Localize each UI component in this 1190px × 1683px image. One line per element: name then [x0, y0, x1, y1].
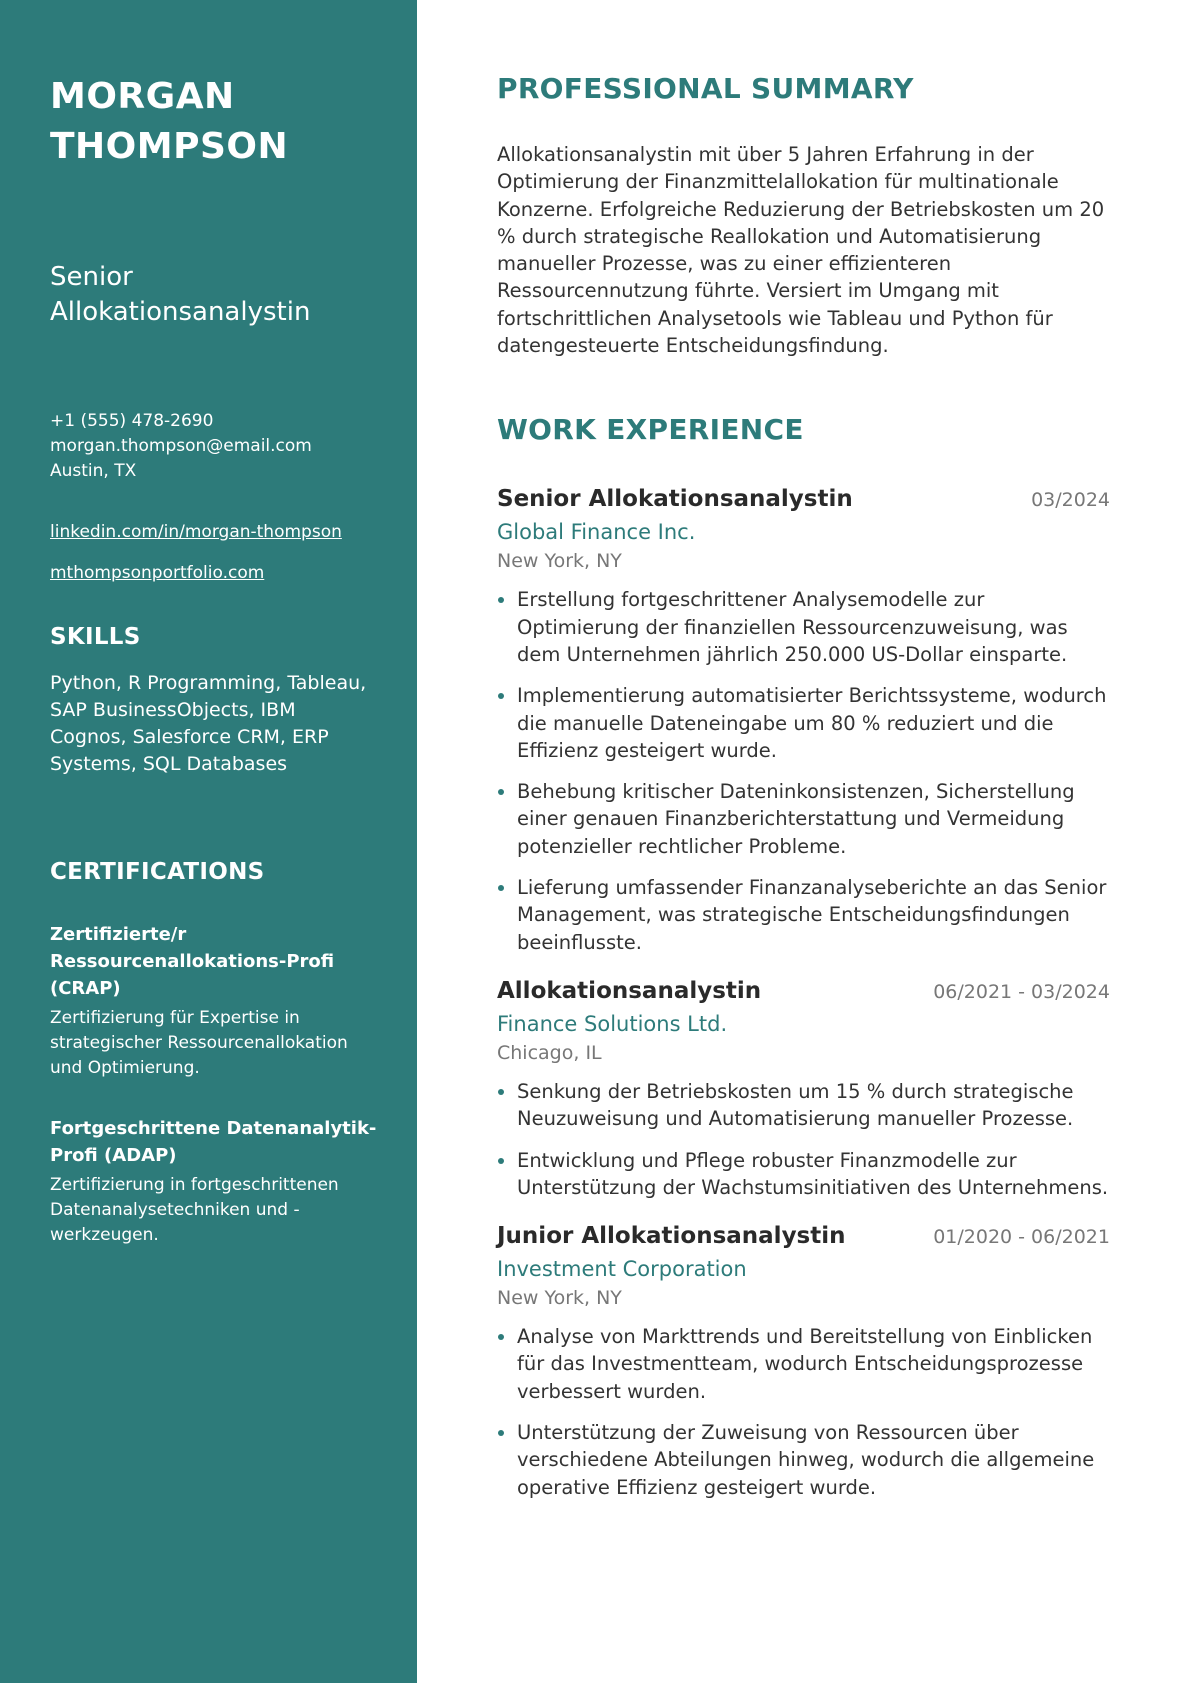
certification-description: Zertifizierung in fortgeschrittenen Datenanalysetechniken und -werkzeugen.	[50, 1175, 339, 1245]
portfolio-link[interactable]: mthompsonportfolio.com	[50, 563, 265, 583]
job-location: New York, NY	[497, 550, 622, 573]
achievement-item: Implementierung automatisierter Berichtssysteme, wodurch die manuelle Dateneingabe um 80 % reduziert und die Effizienz gesteigert wurde.	[497, 682, 1110, 764]
phone-number: +1 (555) 478-2690	[50, 411, 214, 431]
headline-line2: Allokationsanalystin	[50, 297, 311, 327]
job-entry	[497, 1223, 1110, 1501]
name-first: MORGAN	[50, 76, 235, 117]
name-last: THOMPSON	[50, 126, 289, 167]
certification-title: Fortgeschrittene Datenanalytik-Profi (ADAP)	[50, 1118, 377, 1166]
linkedin-link[interactable]: linkedin.com/in/morgan-thompson	[50, 522, 342, 542]
certifications-heading: CERTIFICATIONS	[50, 859, 265, 885]
job-achievements	[497, 1323, 1110, 1501]
certification-description: Zertifizierung für Expertise in strategischer Ressourcenallokation und Optimierung.	[50, 1008, 348, 1078]
achievement-item: Senkung der Betriebskosten um 15 % durch strategische Neuzuweisung und Automatisierung manueller Prozesse.	[497, 1078, 1110, 1133]
skills-heading: SKILLS	[50, 624, 141, 650]
job-company: Investment Corporation	[497, 1257, 747, 1282]
job-header	[497, 978, 1110, 1004]
job-date: 03/2024	[1031, 489, 1110, 512]
certifications-list	[50, 921, 377, 1248]
certification-item	[50, 1115, 377, 1248]
achievement-item: Lieferung umfassender Finanzanalyseberichte an das Senior Management, was strategische Entscheidungsfindungen beeinflusste.	[497, 874, 1110, 956]
candidate-name	[50, 72, 377, 172]
headline-line1: Senior	[50, 262, 133, 292]
job-company: Global Finance Inc.	[497, 520, 696, 545]
achievement-item: Unterstützung der Zuweisung von Ressourcen über verschiedene Abteilungen hinweg, wodurch die allgemeine operative Effizienz gesteigert wurde.	[497, 1419, 1110, 1501]
home-location: Austin, TX	[50, 461, 137, 481]
job-location: Chicago, IL	[497, 1041, 602, 1064]
achievement-item: Entwicklung und Pflege robuster Finanzmodelle zur Unterstützung der Wachstumsinitiativen des Unternehmens.	[497, 1147, 1110, 1202]
job-title: Senior Allokationsanalystin	[497, 486, 853, 513]
profile-links	[50, 520, 377, 586]
job-header	[497, 486, 1110, 512]
job-title: Allokationsanalystin	[497, 977, 762, 1004]
job-headline	[50, 260, 377, 330]
achievement-item: Behebung kritischer Dateninkonsistenzen, Sicherstellung einer genauen Finanzberichterstattung und Vermeidung potenzieller rechtlicher Probleme.	[497, 778, 1110, 860]
job-company: Finance Solutions Ltd.	[497, 1011, 728, 1036]
job-entry	[497, 978, 1110, 1201]
job-entry	[497, 486, 1110, 956]
job-location: New York, NY	[497, 1287, 622, 1310]
achievement-item: Analyse von Markttrends und Bereitstellung von Einblicken für das Investmentteam, wodurch Entscheidungsprozesse verbessert wurden.	[497, 1323, 1110, 1405]
work-experience-heading: WORK EXPERIENCE	[497, 413, 804, 447]
achievement-item: Erstellung fortgeschrittener Analysemodelle zur Optimierung der finanziellen Ressourcenzuweisung, was dem Unternehmen jährlich 250.000 US-Dollar einsparte.	[497, 586, 1110, 668]
certification-title: Zertifizierte/r Ressourcenallokations-Profi (CRAP)	[50, 924, 335, 999]
job-date: 01/2020 - 06/2021	[933, 1226, 1110, 1249]
job-date: 06/2021 - 03/2024	[933, 980, 1110, 1003]
sidebar	[0, 0, 417, 1683]
contact-info	[50, 409, 377, 484]
job-achievements	[497, 1078, 1110, 1201]
summary-text: Allokationsanalystin mit über 5 Jahren Erfahrung in der Optimierung der Finanzmittelallokation für multinationale Konzerne. Erfolgreiche Reduzierung der Betriebskosten um 20 % durch strategische Reallokation und Automatisierung manueller Prozesse, was zu einer effizienteren Ressourcennutzung führte. Versiert im Umgang mit fortschrittlichen Analysetools wie Tableau und Python für datengesteuerte Entscheidungsfindung.	[497, 143, 1105, 358]
job-title: Junior Allokationsanalystin	[497, 1223, 846, 1250]
main-content	[417, 0, 1190, 1683]
email-address: morgan.thompson@email.com	[50, 436, 312, 456]
certification-item	[50, 921, 377, 1081]
job-achievements	[497, 586, 1110, 956]
summary-heading: PROFESSIONAL SUMMARY	[497, 72, 914, 105]
job-header	[497, 1223, 1110, 1249]
skills-list: Python, R Programming, Tableau, SAP BusinessObjects, IBM Cognos, Salesforce CRM, ERP Systems, SQL Databases	[50, 672, 367, 775]
